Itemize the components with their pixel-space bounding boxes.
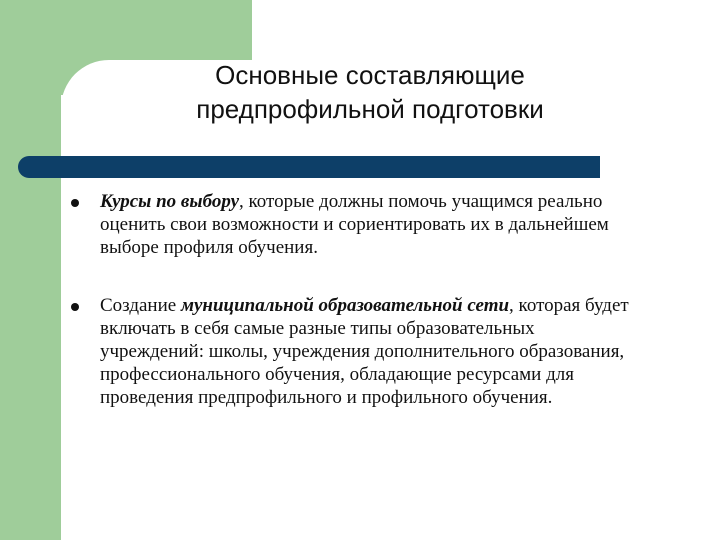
- bullet-2-emphasis: муниципальной образовательной сети: [180, 295, 510, 316]
- title-line-1: Основные составляющие: [215, 60, 525, 90]
- bullet-item-2: [100, 294, 640, 409]
- bullet-1-emphasis: Курсы по выбору: [100, 191, 240, 212]
- title-line-2: предпрофильной подготовки: [196, 94, 544, 124]
- bullet-2-text: , которая будет включать в себя самые разные типы образовательных учреждений: школы, учреждения дополнительного образования, профессионального обучения, обладающие ресурсами для проведения предпрофильного и профильного обучения.: [100, 295, 629, 408]
- bullet-dot-icon: [71, 303, 79, 311]
- bullet-dot-icon: [71, 199, 79, 207]
- bullet-item-1: [100, 190, 640, 259]
- bullet-1-text: , которые должны помочь учащимся реально оценить свои возможности и сориентировать их в дальнейшем выборе профиля обучения.: [100, 191, 609, 258]
- bullet-2-prefix: Создание: [100, 295, 181, 316]
